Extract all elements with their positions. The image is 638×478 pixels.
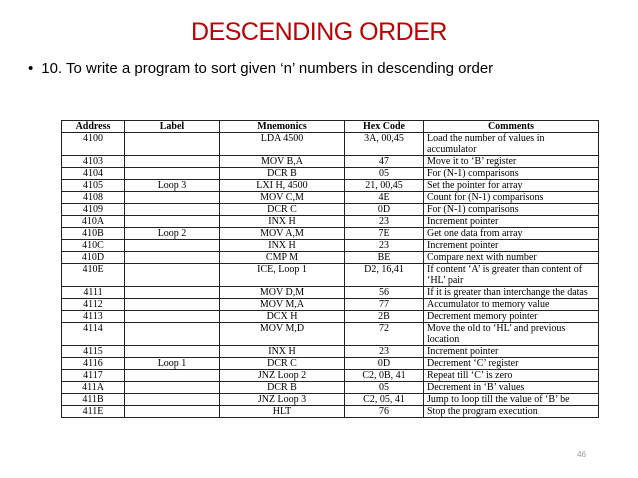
cell-mnemonic: JNZ Loop 3 [220, 394, 345, 406]
cell-address: 4111 [62, 287, 125, 299]
cell-label [125, 252, 220, 264]
cell-hex-code: C2, 0B, 41 [345, 370, 424, 382]
cell-label: Loop 1 [125, 358, 220, 370]
cell-comment: Compare next with number [424, 252, 599, 264]
cell-label [125, 240, 220, 252]
header-comments: Comments [424, 121, 599, 133]
cell-comment: Move it to ‘B’ register [424, 156, 599, 168]
bullet-marker: • [28, 60, 34, 77]
cell-hex-code: 72 [345, 323, 424, 346]
cell-label [125, 133, 220, 156]
cell-address: 4115 [62, 346, 125, 358]
cell-hex-code: C2, 05, 41 [345, 394, 424, 406]
table-body [62, 133, 599, 418]
cell-mnemonic: LDA 4500 [220, 133, 345, 156]
table-row [62, 228, 599, 240]
cell-hex-code: 0D [345, 358, 424, 370]
table-row [62, 287, 599, 299]
cell-comment: Increment pointer [424, 346, 599, 358]
cell-label: Loop 3 [125, 180, 220, 192]
cell-label [125, 346, 220, 358]
cell-label [125, 311, 220, 323]
cell-hex-code: 47 [345, 156, 424, 168]
cell-mnemonic: MOV C,M [220, 192, 345, 204]
cell-address: 4113 [62, 311, 125, 323]
cell-address: 4108 [62, 192, 125, 204]
program-table [61, 120, 599, 418]
cell-address: 411A [62, 382, 125, 394]
cell-address: 4100 [62, 133, 125, 156]
table-header-row [62, 121, 599, 133]
cell-address: 410B [62, 228, 125, 240]
cell-comment: For (N-1) comparisons [424, 168, 599, 180]
table-row [62, 299, 599, 311]
cell-mnemonic: DCX H [220, 311, 345, 323]
table-row [62, 180, 599, 192]
header-hex-code: Hex Code [345, 121, 424, 133]
cell-comment: Decrement in ‘B’ values [424, 382, 599, 394]
cell-comment: Decrement ‘C’ register [424, 358, 599, 370]
cell-address: 4117 [62, 370, 125, 382]
table-row [62, 394, 599, 406]
cell-comment: Increment pointer [424, 216, 599, 228]
cell-label [125, 192, 220, 204]
header-address: Address [62, 121, 125, 133]
cell-comment: Set the pointer for array [424, 180, 599, 192]
cell-mnemonic: INX H [220, 346, 345, 358]
cell-hex-code: 7E [345, 228, 424, 240]
cell-label [125, 156, 220, 168]
cell-hex-code: 23 [345, 216, 424, 228]
cell-label [125, 323, 220, 346]
cell-mnemonic: JNZ Loop 2 [220, 370, 345, 382]
cell-address: 4116 [62, 358, 125, 370]
cell-mnemonic: MOV M,A [220, 299, 345, 311]
cell-comment: Repeat till ‘C’ is zero [424, 370, 599, 382]
header-mnemonics: Mnemonics [220, 121, 345, 133]
header-label: Label [125, 121, 220, 133]
cell-label [125, 370, 220, 382]
cell-mnemonic: HLT [220, 406, 345, 418]
cell-mnemonic: ICE, Loop 1 [220, 264, 345, 287]
cell-mnemonic: MOV D,M [220, 287, 345, 299]
cell-hex-code: 0D [345, 204, 424, 216]
cell-label [125, 204, 220, 216]
cell-address: 410C [62, 240, 125, 252]
table-row [62, 346, 599, 358]
cell-comment: Move the old to ‘HL’ and previous location [424, 323, 599, 346]
cell-address: 4105 [62, 180, 125, 192]
table-row [62, 264, 599, 287]
table-row [62, 216, 599, 228]
cell-hex-code: 56 [345, 287, 424, 299]
table-row [62, 406, 599, 418]
cell-hex-code: D2, 16,41 [345, 264, 424, 287]
table-row [62, 323, 599, 346]
cell-mnemonic: INX H [220, 216, 345, 228]
table-row [62, 168, 599, 180]
cell-mnemonic: MOV M,D [220, 323, 345, 346]
cell-comment: Get one data from array [424, 228, 599, 240]
table-row [62, 370, 599, 382]
table-row [62, 311, 599, 323]
cell-comment: Increment pointer [424, 240, 599, 252]
cell-hex-code: 05 [345, 168, 424, 180]
cell-hex-code: 05 [345, 382, 424, 394]
bullet-text: 10. To write a program to sort given ‘n’ numbers in descending order [41, 60, 494, 77]
cell-label [125, 264, 220, 287]
cell-label [125, 216, 220, 228]
cell-comment: Jump to loop till the value of ‘B’ be [424, 394, 599, 406]
cell-hex-code: 4E [345, 192, 424, 204]
cell-mnemonic: DCR C [220, 358, 345, 370]
cell-hex-code: 23 [345, 346, 424, 358]
cell-mnemonic: MOV A,M [220, 228, 345, 240]
cell-mnemonic: INX H [220, 240, 345, 252]
cell-comment: If it is greater than interchange the datas [424, 287, 599, 299]
cell-address: 4112 [62, 299, 125, 311]
table-row [62, 358, 599, 370]
cell-label [125, 287, 220, 299]
cell-label: Loop 2 [125, 228, 220, 240]
cell-hex-code: 23 [345, 240, 424, 252]
cell-address: 4114 [62, 323, 125, 346]
table-row [62, 240, 599, 252]
cell-mnemonic: DCR C [220, 204, 345, 216]
cell-comment: For (N-1) comparisons [424, 204, 599, 216]
cell-hex-code: 3A, 00,45 [345, 133, 424, 156]
cell-label [125, 299, 220, 311]
cell-label [125, 394, 220, 406]
cell-comment: Accumulator to memory value [424, 299, 599, 311]
cell-label [125, 382, 220, 394]
cell-comment: Stop the program execution [424, 406, 599, 418]
cell-address: 4104 [62, 168, 125, 180]
cell-label [125, 168, 220, 180]
cell-comment: If content ‘A’ is greater than content of ‘HL’ pair [424, 264, 599, 287]
cell-comment: Decrement memory pointer [424, 311, 599, 323]
cell-label [125, 406, 220, 418]
cell-comment: Load the number of values in accumulator [424, 133, 599, 156]
cell-mnemonic: MOV B,A [220, 156, 345, 168]
cell-hex-code: 76 [345, 406, 424, 418]
program-table-container [61, 120, 599, 418]
table-row [62, 382, 599, 394]
cell-address: 411E [62, 406, 125, 418]
cell-hex-code: 2B [345, 311, 424, 323]
table-row [62, 192, 599, 204]
table-row [62, 252, 599, 264]
cell-mnemonic: CMP M [220, 252, 345, 264]
bullet-point [28, 60, 493, 77]
table-row [62, 204, 599, 216]
cell-mnemonic: LXI H, 4500 [220, 180, 345, 192]
page-number: 46 [577, 450, 586, 459]
cell-hex-code: BE [345, 252, 424, 264]
cell-address: 411B [62, 394, 125, 406]
cell-comment: Count for (N-1) comparisons [424, 192, 599, 204]
slide-title: DESCENDING ORDER [191, 18, 447, 46]
cell-address: 410A [62, 216, 125, 228]
cell-mnemonic: DCR B [220, 382, 345, 394]
cell-address: 4109 [62, 204, 125, 216]
cell-hex-code: 21, 00,45 [345, 180, 424, 192]
cell-hex-code: 77 [345, 299, 424, 311]
cell-address: 410E [62, 264, 125, 287]
table-row [62, 156, 599, 168]
table-row [62, 133, 599, 156]
cell-mnemonic: DCR B [220, 168, 345, 180]
cell-address: 4103 [62, 156, 125, 168]
cell-address: 410D [62, 252, 125, 264]
